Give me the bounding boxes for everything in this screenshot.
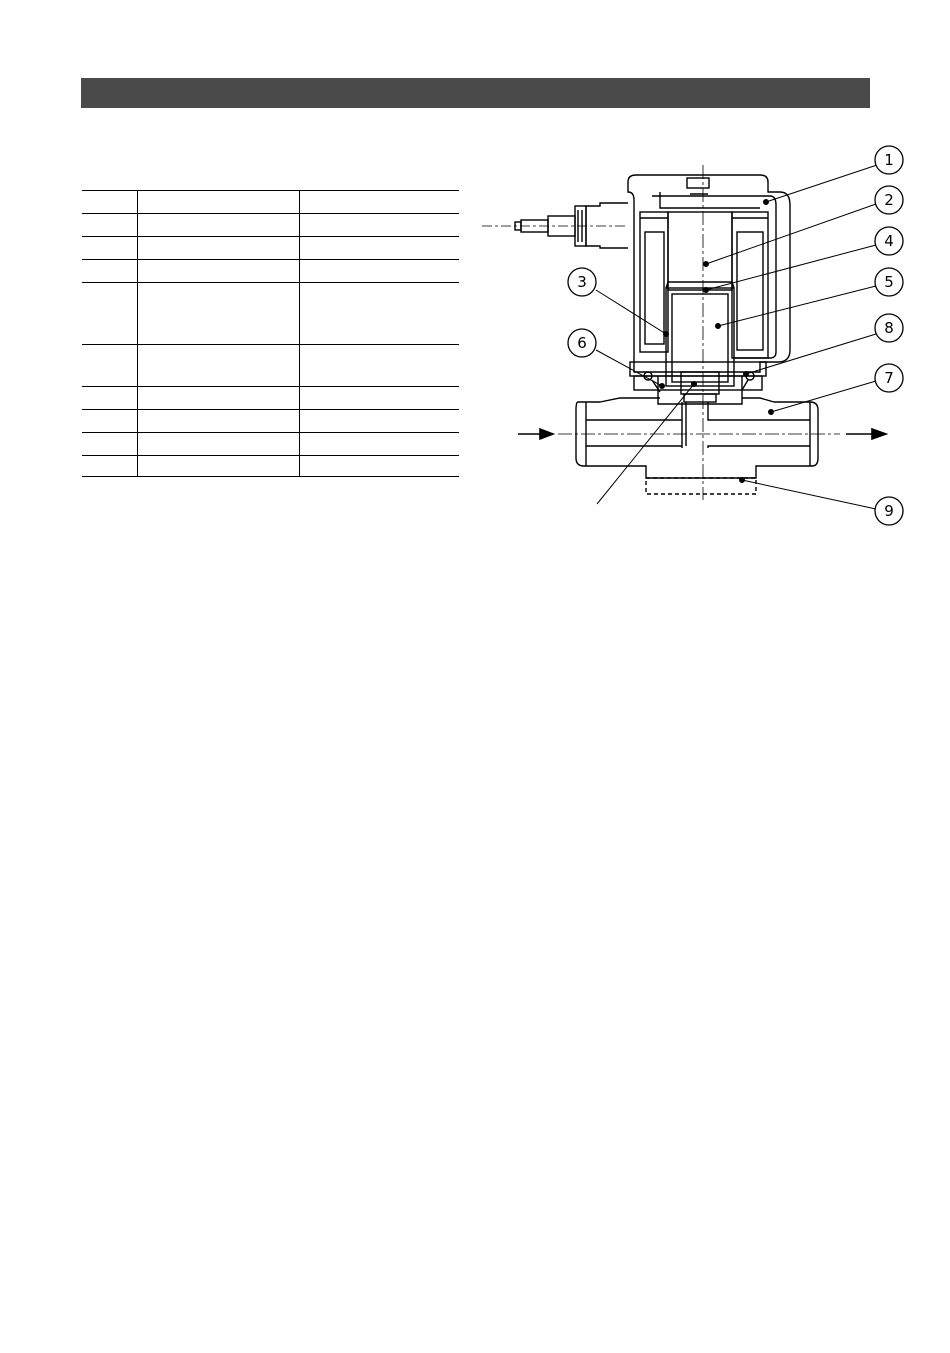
table-cell [299,456,459,477]
callout-number-7: 7 [884,369,894,387]
parts-table [82,190,459,477]
callout-number-2: 2 [884,191,894,209]
table-row [82,237,459,260]
parts-table-body [82,191,459,477]
valve-body-outline [576,402,818,478]
table-cell [137,260,299,283]
callout-number-1: 1 [884,151,894,169]
table-cell [299,345,459,387]
table-row [82,387,459,410]
table-row [82,433,459,456]
table-cell [137,433,299,456]
table-cell [299,191,459,214]
table-cell [82,260,137,283]
table-cell [137,237,299,260]
table-row [82,283,459,345]
solenoid-valve-cross-section-diagram [470,140,920,530]
table-row [82,410,459,433]
table-cell [299,260,459,283]
table-cell [137,283,299,345]
flow-out-arrow-icon [872,429,886,439]
section-header-bar [81,78,870,108]
table-cell [82,456,137,477]
flow-in-arrow-icon [540,429,553,439]
table-cell [82,283,137,345]
table-cell [82,214,137,237]
table-row [82,214,459,237]
table-row [82,191,459,214]
table-cell [137,191,299,214]
table-cell [299,387,459,410]
table-cell [299,214,459,237]
table-cell [137,456,299,477]
table-cell [299,410,459,433]
table-cell [82,387,137,410]
table-cell [82,410,137,433]
table-cell [137,345,299,387]
table-cell [82,345,137,387]
table-cell [82,191,137,214]
table-row [82,345,459,387]
table-row [82,260,459,283]
table-cell [299,237,459,260]
callout-number-3: 3 [577,273,587,291]
table-cell [299,433,459,456]
callout-number-5: 5 [884,273,894,291]
callout-number-6: 6 [577,334,587,352]
table-cell [82,237,137,260]
table-cell [137,410,299,433]
table-cell [137,387,299,410]
table-row [82,456,459,477]
callout-number-8: 8 [884,319,894,337]
table-cell [137,214,299,237]
callout-number-4: 4 [884,232,894,250]
table-cell [299,283,459,345]
table-cell [82,433,137,456]
callout-number-9: 9 [884,502,894,520]
